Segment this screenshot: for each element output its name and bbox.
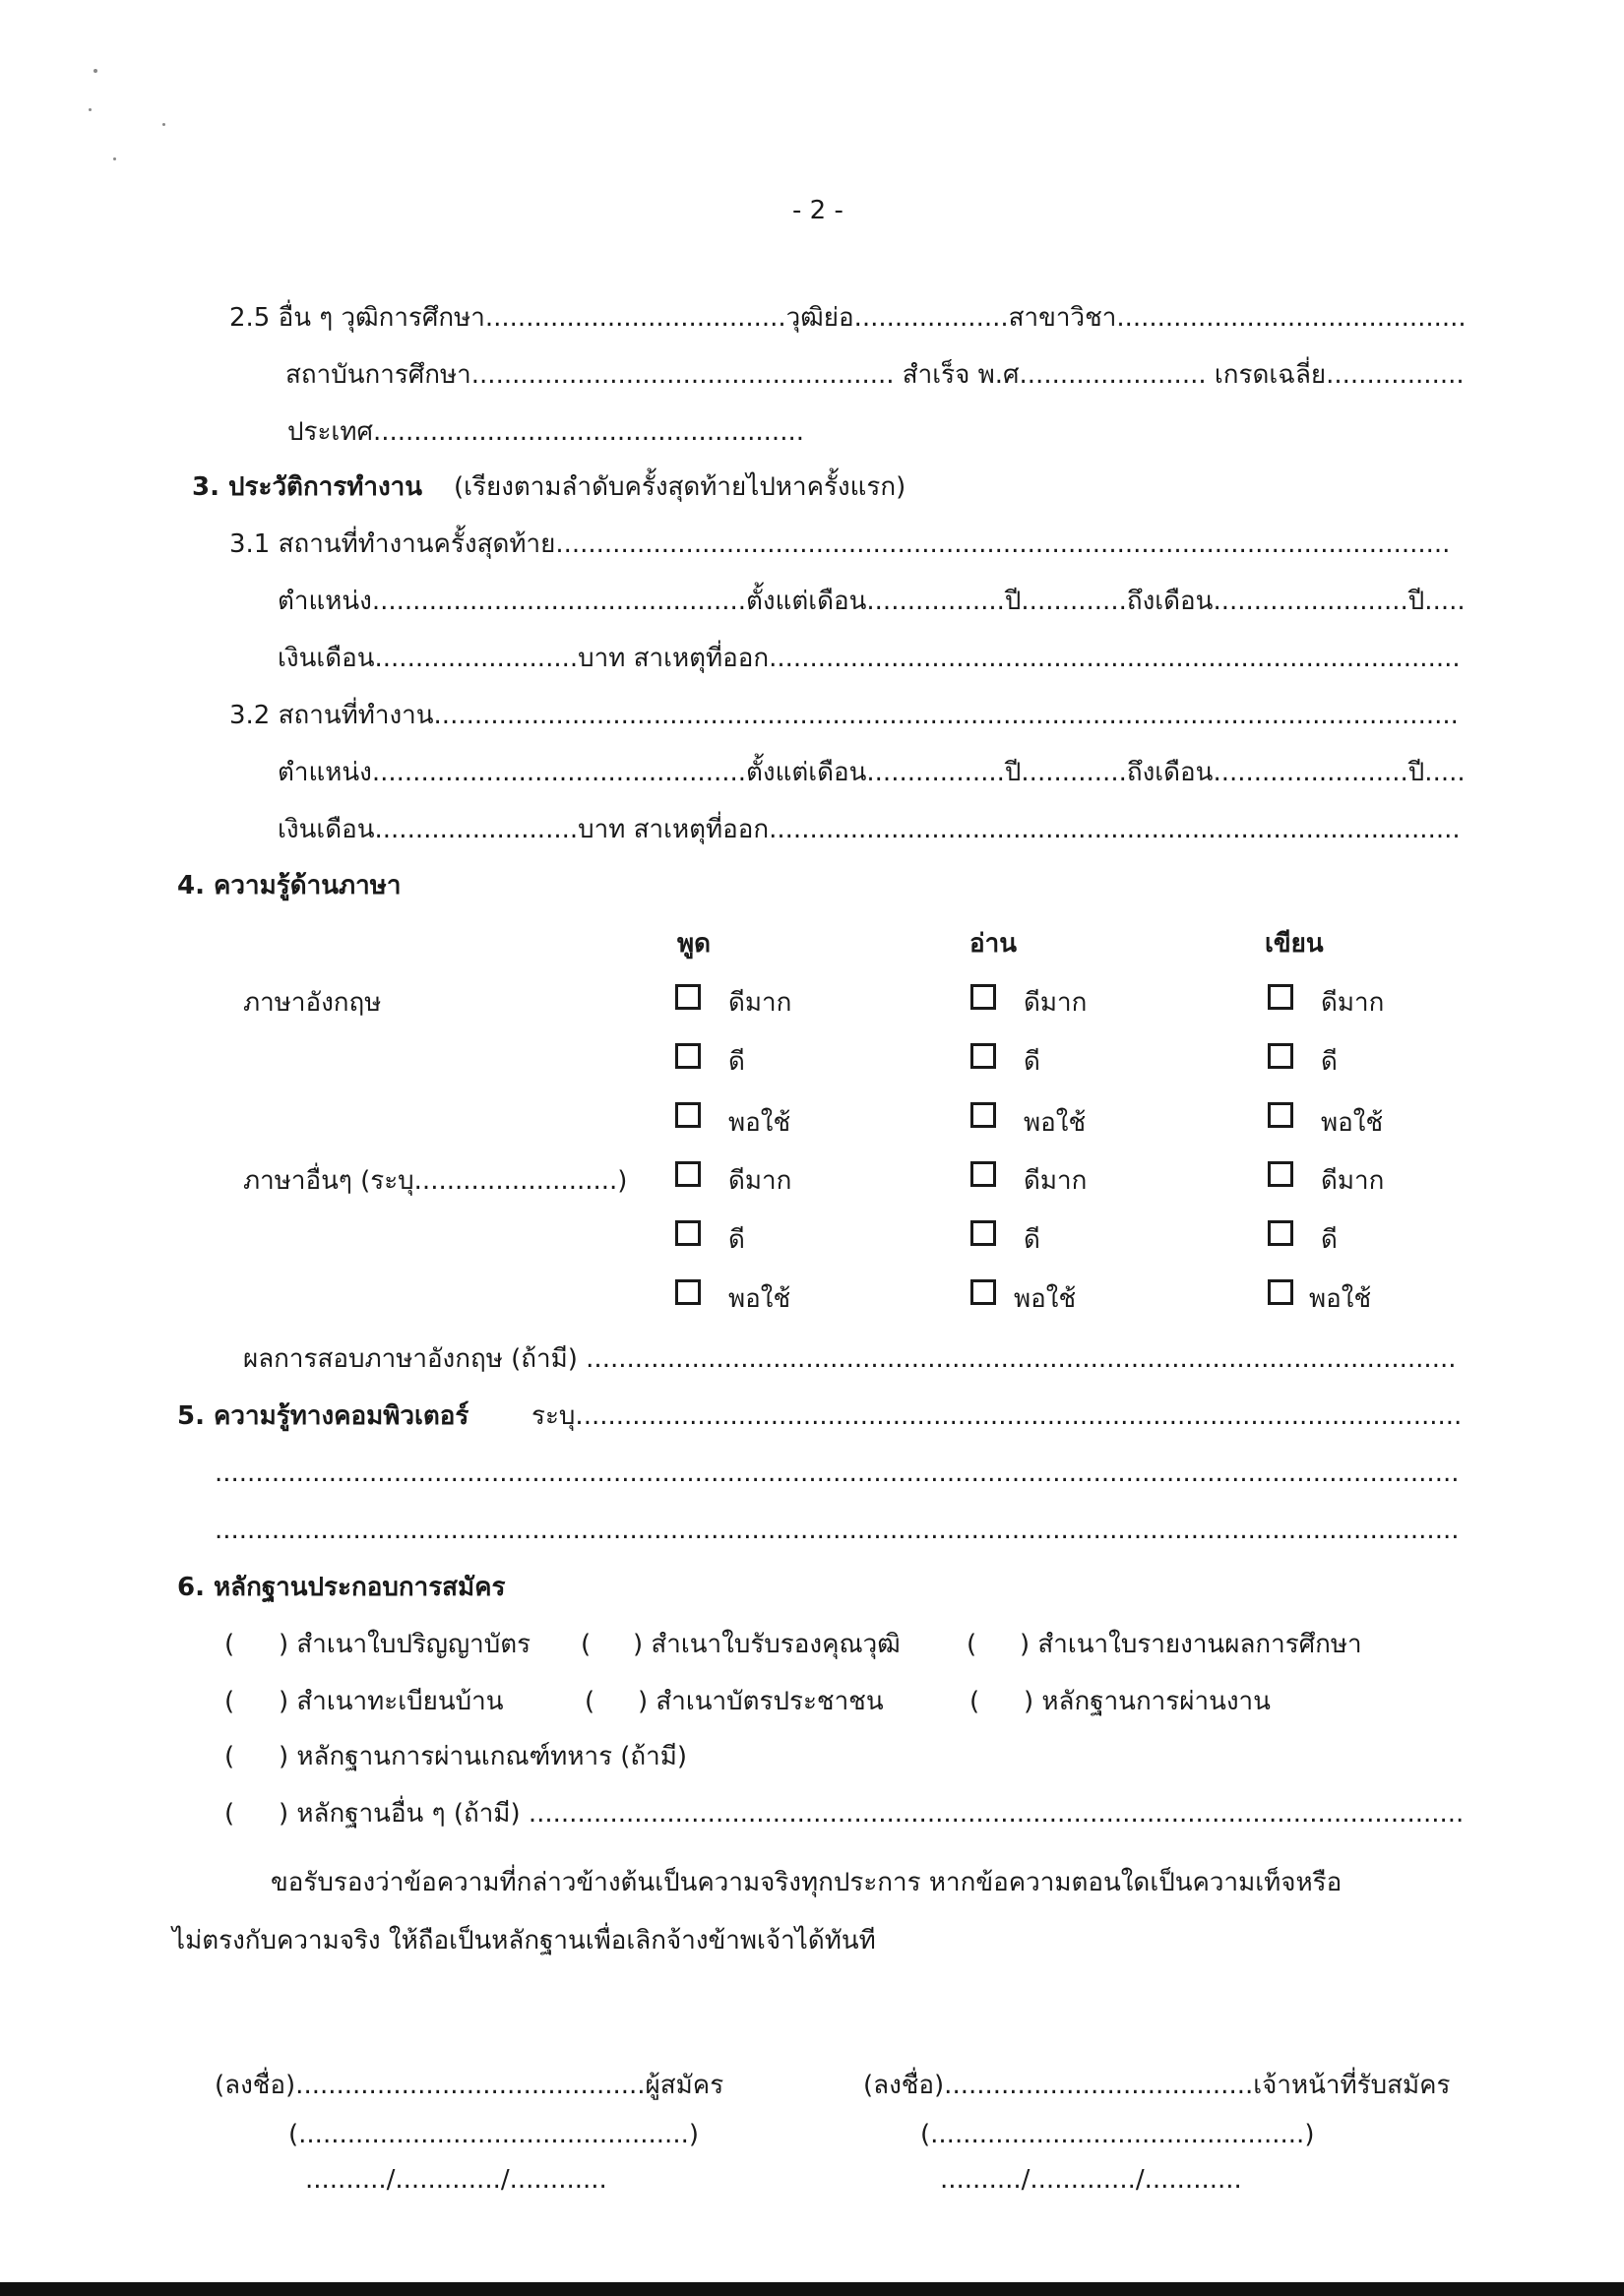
doc-paren[interactable]: ( (224, 1742, 235, 1771)
doc-house-registration: ) สำเนาทะเบียนบ้าน (279, 1687, 504, 1716)
doc-paren[interactable]: ( (585, 1687, 595, 1716)
checkbox-other-write-fair[interactable] (1268, 1279, 1293, 1305)
section-3-note: (เรียงตามลำดับครั้งสุดท้ายไปหาครั้งแรก) (454, 472, 906, 502)
option-label: พอใช้ (1309, 1284, 1372, 1314)
scan-mark (113, 157, 116, 160)
option-label: พอใช้ (728, 1284, 791, 1314)
work-2-line-3: เงินเดือน.........................บาท สาเหตุที่ออก..................................................................................... (278, 815, 1461, 844)
doc-id-card: ) สำเนาบัตรประชาชน (638, 1687, 884, 1716)
section-5-title: 5. ความรู้ทางคอมพิวเตอร์ (177, 1401, 469, 1431)
doc-paren[interactable]: ( (581, 1630, 592, 1659)
officer-signature-line: (ลงชื่อ)......................................เจ้าหน้าที่รับสมัคร (863, 2071, 1451, 2100)
doc-paren[interactable]: ( (967, 1630, 977, 1659)
checkbox-other-write-good[interactable] (1268, 1220, 1293, 1246)
computer-skills-line-3: ......................................................................................................................................................... (215, 1516, 1460, 1545)
option-label: ดี (1321, 1047, 1338, 1077)
computer-skills-specify: ระบุ............................................................................................................. (531, 1401, 1463, 1431)
option-label: พอใช้ (1321, 1108, 1384, 1138)
option-label: ดีมาก (728, 1166, 792, 1196)
option-label: ดีมาก (1321, 1166, 1385, 1196)
checkbox-en-write-excellent[interactable] (1268, 984, 1293, 1010)
option-label: พอใช้ (1014, 1284, 1077, 1314)
checkbox-other-read-fair[interactable] (970, 1279, 996, 1305)
education-other-line-1: 2.5 อื่น ๆ วุฒิการศึกษา.....................................วุฒิย่อ...................สาขาวิชา........................................... (229, 303, 1467, 333)
applicant-signature-line: (ลงชื่อ)...........................................ผู้สมัคร (215, 2071, 724, 2100)
page-number: - 2 - (792, 196, 843, 225)
work-1-line-1: 3.1 สถานที่ทำงานครั้งสุดท้าย.............................................................................................................. (229, 529, 1451, 559)
doc-military-service: ) หลักฐานการผ่านเกณฑ์ทหาร (ถ้ามี) (279, 1742, 688, 1771)
option-label: ดีมาก (728, 988, 792, 1018)
checkbox-en-write-fair[interactable] (1268, 1102, 1293, 1128)
option-label: พอใช้ (728, 1108, 791, 1138)
checkbox-en-speak-good[interactable] (675, 1043, 701, 1069)
checkbox-other-write-excellent[interactable] (1268, 1161, 1293, 1187)
language-other-label: ภาษาอื่นๆ (ระบุ.........................) (243, 1166, 628, 1196)
doc-transcript: ) สำเนาใบรายงานผลการศึกษา (1020, 1630, 1362, 1659)
doc-degree-certificate: ) สำเนาใบปริญญาบัตร (279, 1630, 531, 1659)
checkbox-en-speak-excellent[interactable] (675, 984, 701, 1010)
applicant-name-line: (................................................) (288, 2120, 699, 2149)
work-1-line-2: ตำแหน่ง..............................................ตั้งแต่เดือน.................ปี.............ถึงเดือน........................ปี..... (278, 587, 1466, 616)
work-1-line-3: เงินเดือน.........................บาท สาเหตุที่ออก..................................................................................... (278, 644, 1461, 673)
officer-name-line: (..............................................) (920, 2120, 1315, 2149)
doc-qualification-certificate: ) สำเนาใบรับรองคุณวุฒิ (633, 1630, 901, 1659)
scan-mark (89, 108, 92, 111)
column-speak: พูด (677, 929, 712, 959)
scan-mark (162, 123, 165, 126)
option-label: ดีมาก (1024, 988, 1088, 1018)
english-test-score-line: ผลการสอบภาษาอังกฤษ (ถ้ามี) ........................................................................................................... (243, 1344, 1457, 1374)
checkbox-other-speak-good[interactable] (675, 1220, 701, 1246)
language-english-label: ภาษาอังกฤษ (243, 988, 382, 1018)
certification-line-1: ขอรับรองว่าข้อความที่กล่าวข้างต้นเป็นความจริงทุกประการ หากข้อความตอนใดเป็นความเท็จหรือ (271, 1868, 1343, 1897)
option-label: ดีมาก (1024, 1166, 1088, 1196)
section-4-title: 4. ความรู้ด้านภาษา (177, 871, 402, 900)
option-label: ดี (1024, 1047, 1040, 1077)
section-6-title: 6. หลักฐานประกอบการสมัคร (177, 1573, 506, 1602)
checkbox-other-read-good[interactable] (970, 1220, 996, 1246)
education-other-line-3: ประเทศ..................................................... (287, 417, 804, 447)
section-3-title: 3. ประวัติการทำงาน (192, 472, 423, 502)
checkbox-other-speak-excellent[interactable] (675, 1161, 701, 1187)
column-write: เขียน (1265, 929, 1324, 959)
option-label: ดี (1321, 1225, 1338, 1255)
doc-work-experience: ) หลักฐานการผ่านงาน (1024, 1687, 1271, 1716)
doc-paren[interactable]: ( (969, 1687, 980, 1716)
officer-date-line: ........../............./............ (940, 2165, 1242, 2195)
scan-edge (0, 2282, 1624, 2296)
applicant-date-line: ........../............./............ (305, 2165, 607, 2195)
checkbox-en-read-excellent[interactable] (970, 984, 996, 1010)
checkbox-en-read-fair[interactable] (970, 1102, 996, 1128)
scan-mark (94, 69, 97, 73)
doc-other-evidence: ) หลักฐานอื่น ๆ (ถ้ามี) ................................................................................................................... (279, 1799, 1465, 1829)
checkbox-other-speak-fair[interactable] (675, 1279, 701, 1305)
certification-line-2: ไม่ตรงกับความจริง ให้ถือเป็นหลักฐานเพื่อเลิกจ้างข้าพเจ้าได้ทันที (172, 1926, 876, 1955)
checkbox-other-read-excellent[interactable] (970, 1161, 996, 1187)
doc-paren[interactable]: ( (224, 1630, 235, 1659)
column-read: อ่าน (969, 929, 1017, 959)
option-label: ดีมาก (1321, 988, 1385, 1018)
work-2-line-1: 3.2 สถานที่ทำงาน.............................................................................................................................. (229, 701, 1459, 730)
option-label: ดี (728, 1225, 745, 1255)
checkbox-en-write-good[interactable] (1268, 1043, 1293, 1069)
option-label: ดี (728, 1047, 745, 1077)
checkbox-en-read-good[interactable] (970, 1043, 996, 1069)
doc-paren[interactable]: ( (224, 1687, 235, 1716)
doc-paren[interactable]: ( (224, 1799, 235, 1829)
option-label: ดี (1024, 1225, 1040, 1255)
checkbox-en-speak-fair[interactable] (675, 1102, 701, 1128)
option-label: พอใช้ (1024, 1108, 1087, 1138)
computer-skills-line-2: ......................................................................................................................................................... (215, 1458, 1460, 1488)
work-2-line-2: ตำแหน่ง..............................................ตั้งแต่เดือน.................ปี.............ถึงเดือน........................ปี..... (278, 758, 1466, 787)
education-other-line-2: สถาบันการศึกษา.................................................... สำเร็จ พ.ศ....................... เกรดเฉลี่ย................. (285, 360, 1465, 390)
